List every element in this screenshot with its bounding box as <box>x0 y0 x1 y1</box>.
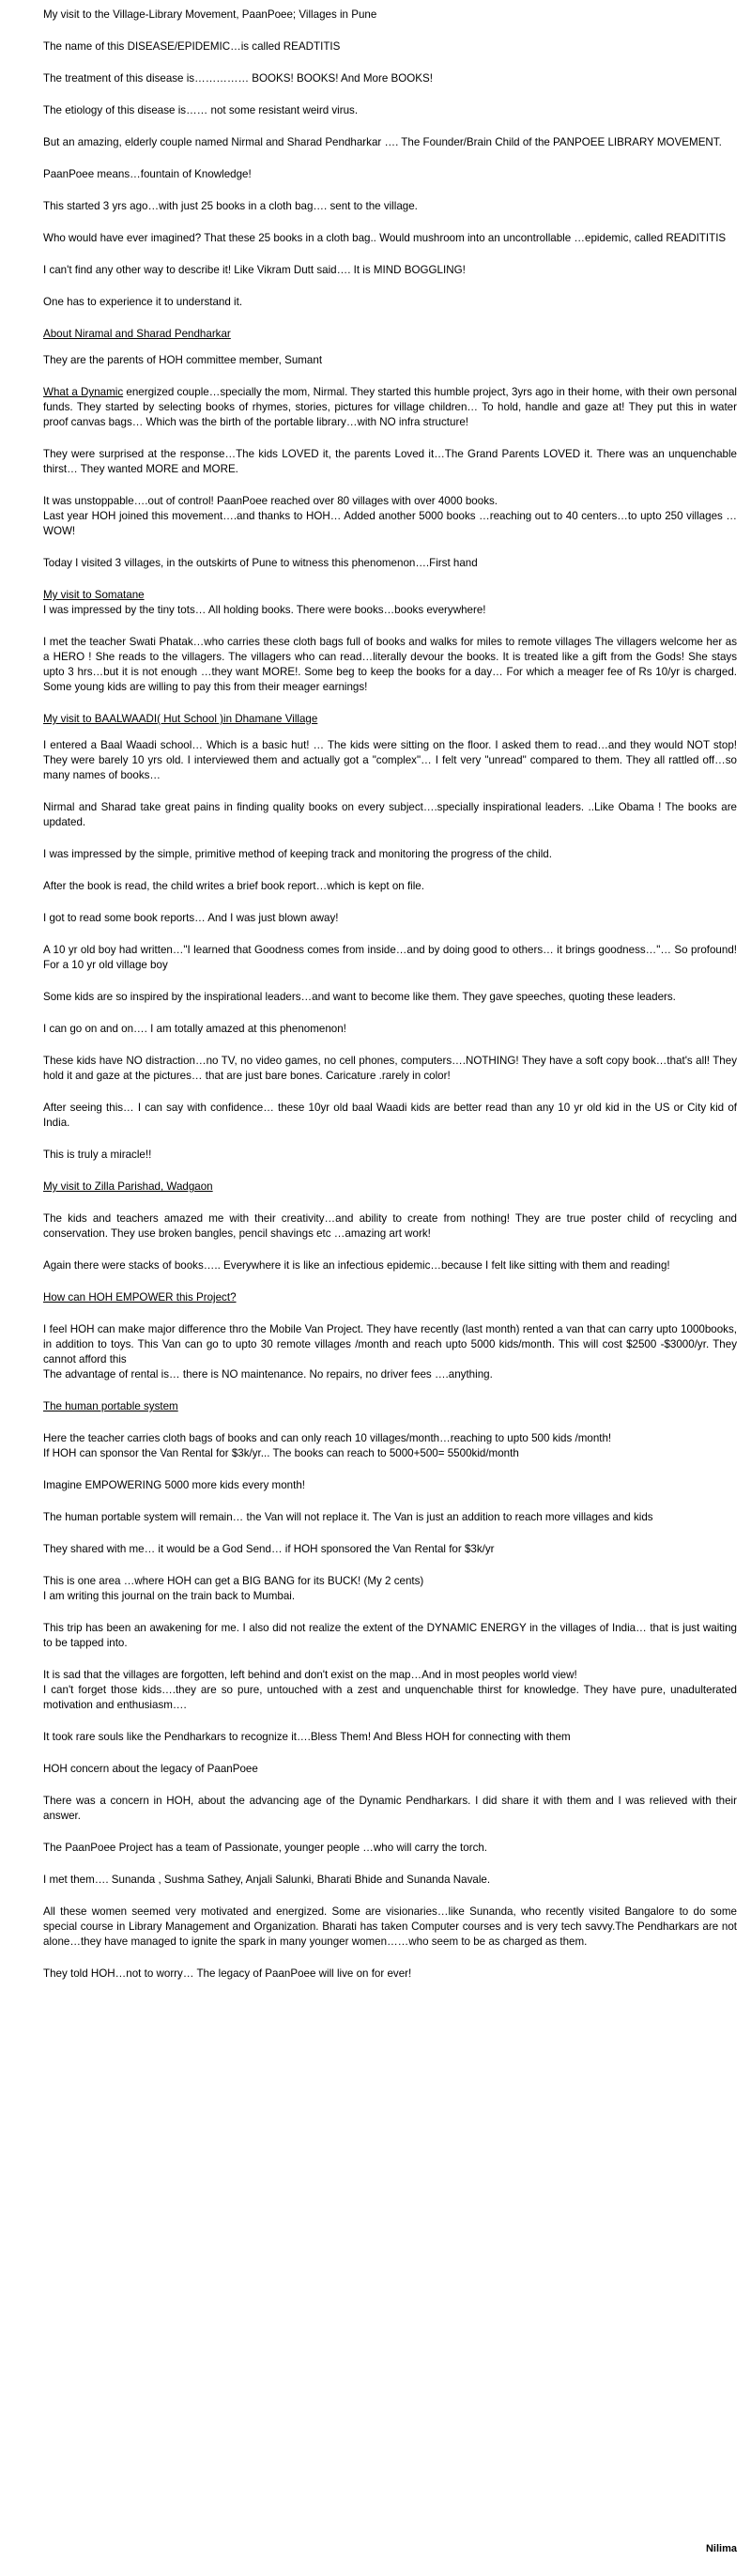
heading-baalwaadi: My visit to BAALWAADI( Hut School )in Dhamane Village <box>43 713 318 725</box>
paragraph-blown: I got to read some book reports… And I was just blown away! <box>43 912 339 924</box>
paragraph-women: All these women seemed very motivated and energized. Some are visionaries…like Sunanda, who recently visited Bangalore to do some special course in Library Management and Organization. Bharati has taken Computer courses and is very tech savvy.The Pendharkars are not alone…they have managed to ignite the spark in many younger women……who seem to be as charged as them. <box>43 1905 737 1948</box>
paragraph-tiny: I was impressed by the tiny tots… All holding books. There were books…books everywhere! <box>43 604 486 616</box>
paragraph-couple: But an amazing, elderly couple named Nirmal and Sharad Pendharkar …. The Founder/Brain Child of the PANPOEE LIBRARY MOVEMENT. <box>43 136 722 148</box>
paragraph-stacks: Again there were stacks of books….. Everywhere it is like an infectious epidemic…because I felt like sitting with them and reading! <box>43 1259 670 1272</box>
paragraph-unstoppable <box>43 494 737 539</box>
paragraph-remain: The human portable system will remain… the Van will not replace it. The Van is just an addition to reach more villages and kids <box>43 1511 653 1523</box>
paragraph-treatment: The treatment of this disease is…………… BOOKS! BOOKS! And More BOOKS! <box>43 72 433 85</box>
heading-somatane: My visit to Somatane <box>43 589 145 601</box>
paragraph-boy: A 10 yr old boy had written…"I learned that Goodness comes from inside…and by doing good to others… it brings goodness…"… So profound! For a 10 yr old village boy <box>43 944 737 971</box>
bigbang-text: This is one area …where HOH can get a BIG BANG for its BUCK! (My 2 cents) <box>43 1575 424 1587</box>
unstoppable-line-1: It was unstoppable….out of control! PaanPoee reached over 80 villages with over 4000 books. <box>43 495 498 507</box>
title: My visit to the Village-Library Movement, PaanPoee; Villages in Pune <box>43 8 377 21</box>
paragraph-awakening: This trip has been an awakening for me. I also did not realize the extent of the DYNAMIC ENERGY in the villages of India… that is just waiting to be tapped into. <box>43 1622 737 1649</box>
paragraph-inspired: Some kids are so inspired by the inspirational leaders…and want to become like them. They gave speeches, quoting these leaders. <box>43 991 676 1003</box>
heading-wadgaon: My visit to Zilla Parishad, Wadgaon <box>43 1180 213 1193</box>
paragraph-miracle: This is truly a miracle!! <box>43 1149 152 1161</box>
paragraph-surprised: They were surprised at the response…The kids LOVED it, the parents Loved it…The Grand Parents LOVED it. There was an unquenchable thirst… They wanted MORE and MORE. <box>43 448 737 475</box>
paragraph-confidence: After seeing this… I can say with confidence… these 10yr old baal Waadi kids are better read than any 10 yr old kid in the US or City kid of India. <box>43 1102 737 1129</box>
paragraph-etiology: The etiology of this disease is…… not some resistant weird virus. <box>43 104 359 116</box>
advantage-text: The advantage of rental is… there is NO maintenance. No repairs, no driver fees ….anything. <box>43 1368 493 1381</box>
paragraph-method: I was impressed by the simple, primitive method of keeping track and monitoring the progress of the child. <box>43 848 552 860</box>
paragraph-rare: It took rare souls like the Pendharkars to recognize it….Bless Them! And Bless HOH for connecting with them <box>43 1731 571 1743</box>
paragraph-meaning: PaanPoee means…fountain of Knowledge! <box>43 168 252 180</box>
paragraph-distraction: These kids have NO distraction…no TV, no video games, no cell phones, computers….NOTHING! They have a soft copy book…that's all! They hold it and gaze at the pictures… that are just bare bones. Caricature .rarely in color! <box>43 1055 737 1082</box>
signature: Nilima <box>705 2543 737 2554</box>
paragraph-reach <box>43 1431 737 1461</box>
paragraph-team: The PaanPoee Project has a team of Passionate, younger people …who will carry the torch. <box>43 1842 488 1854</box>
paragraph-creativity: The kids and teachers amazed me with their creativity…and ability to create from nothing! They are true poster child of recycling and conservation. They use broken bangles, pencil shavings etc …amazing art work! <box>43 1212 737 1240</box>
dynamic-lead: What a Dynamic <box>43 386 124 398</box>
van-text: I feel HOH can make major difference thro the Mobile Van Project. They have recently (last month) rented a van that can carry upto 1000books, in addition to toys. This Van can go to upto 30 remote villages /month and reach upto 5000 kids/month. This will cost $2500 -$3000/yr. They cannot afford this <box>43 1323 737 1365</box>
paragraph-amazed: I can go on and on…. I am totally amazed at this phenomenon! <box>43 1023 346 1035</box>
journal-text: I am writing this journal on the train back to Mumbai. <box>43 1590 296 1602</box>
paragraph-quality: Nirmal and Sharad take great pains in finding quality books on every subject….specially inspirational leaders. ..Like Obama ! The books are updated. <box>43 801 737 828</box>
paragraph-teacher: I met the teacher Swati Phatak…who carries these cloth bags full of books and walks for miles to remote villages The villagers welcome her as a HERO ! She reads to the villagers. The villagers who can read…literally devour the books. It is treated like a gift from the Gods! She stays upto 3 hrs…but it is not enough …they want MORE!. Some beg to keep the books for a day… For which a meager fee of Rs 10/yr is charged. Some young kids are willing to pay this from their meager earnings! <box>43 636 737 693</box>
paragraph-godsend: They shared with me… it would be a God Send… if HOH sponsored the Van Rental for $3k/yr <box>43 1543 495 1555</box>
paragraph-today: Today I visited 3 villages, in the outskirts of Pune to witness this phenomenon….First hand <box>43 557 478 569</box>
paragraph-told: They told HOH…not to worry… The legacy of PaanPoee will live on for ever! <box>43 1967 412 1980</box>
paragraph-parents: They are the parents of HOH committee member, Sumant <box>43 354 323 366</box>
paragraph-dynamic <box>43 385 737 430</box>
paragraph-concern: There was a concern in HOH, about the advancing age of the Dynamic Pendharkars. I did share it with them and I was relieved with their answer. <box>43 1795 737 1822</box>
paragraph-imagined: Who would have ever imagined? That these 25 books in a cloth bag.. Would mushroom into an uncontrollable …epidemic, called READITITIS <box>43 232 727 244</box>
paragraph-disease: The name of this DISEASE/EPIDEMIC…is called READTITIS <box>43 40 341 53</box>
unstoppable-line-2: Last year HOH joined this movement….and thanks to HOH… Added another 5000 books …reaching out to 40 centers…to upto 250 villages …WOW! <box>43 510 737 537</box>
reach-text: Here the teacher carries cloth bags of books and can only reach 10 villages/month…reaching to upto 500 kids /month! <box>43 1432 612 1444</box>
paragraph-van <box>43 1322 737 1382</box>
sponsor-text: If HOH can sponsor the Van Rental for $3k/yr... The books can reach to 5000+500= 5500kid/month <box>43 1447 519 1459</box>
forgotten-line-1: It is sad that the villages are forgotten, left behind and don't exist on the map…And in most peoples world view! <box>43 1669 577 1681</box>
paragraph-experience: One has to experience it to understand it. <box>43 296 243 308</box>
paragraph-started: This started 3 yrs ago…with just 25 books in a cloth bag…. sent to the village. <box>43 200 418 212</box>
paragraph-bigbang <box>43 1574 737 1604</box>
paragraph-imagine: Imagine EMPOWERING 5000 more kids every month! <box>43 1479 305 1491</box>
spacer <box>43 618 737 635</box>
heading-legacy: HOH concern about the legacy of PaanPoee <box>43 1763 258 1775</box>
paragraph-forgotten <box>43 1668 737 1713</box>
forgotten-line-2: I can't forget those kids….they are so pure, untouched with a zest and unquenchable thirst for knowledge. They have pure, unadulterated motivation and enthusiasm…. <box>43 1684 737 1711</box>
heading-about: About Niramal and Sharad Pendharkar <box>43 328 231 340</box>
paragraph-describe: I can't find any other way to describe it! Like Vikram Dutt said…. It is MIND BOGGLING! <box>43 264 466 276</box>
heading-empower: How can HOH EMPOWER this Project? <box>43 1291 237 1303</box>
paragraph-school: I entered a Baal Waadi school… Which is a basic hut! … The kids were sitting on the floor. I asked them to read…and they would NOT stop! They were barely 10 yrs old. I interviewed them and actually got a "complex"… I felt very "unread" compared to them. They all rattled off…so many names of books… <box>43 739 737 781</box>
section-somatane <box>43 588 737 618</box>
dynamic-rest: energized couple…specially the mom, Nirmal. They started this humble project, 3yrs ago in their home, with their own personal funds. They started by selecting books of rhymes, stories, pictures for village children… To hold, handle and gaze at! They put this in water proof canvas bags… Which was the birth of the portable library…with NO infra structure! <box>43 386 737 428</box>
paragraph-report: After the book is read, the child writes a brief book report…which is kept on file. <box>43 880 424 892</box>
heading-portable: The human portable system <box>43 1400 178 1412</box>
paragraph-met: I met them…. Sunanda , Sushma Sathey, Anjali Salunki, Bharati Bhide and Sunanda Navale. <box>43 1874 491 1886</box>
